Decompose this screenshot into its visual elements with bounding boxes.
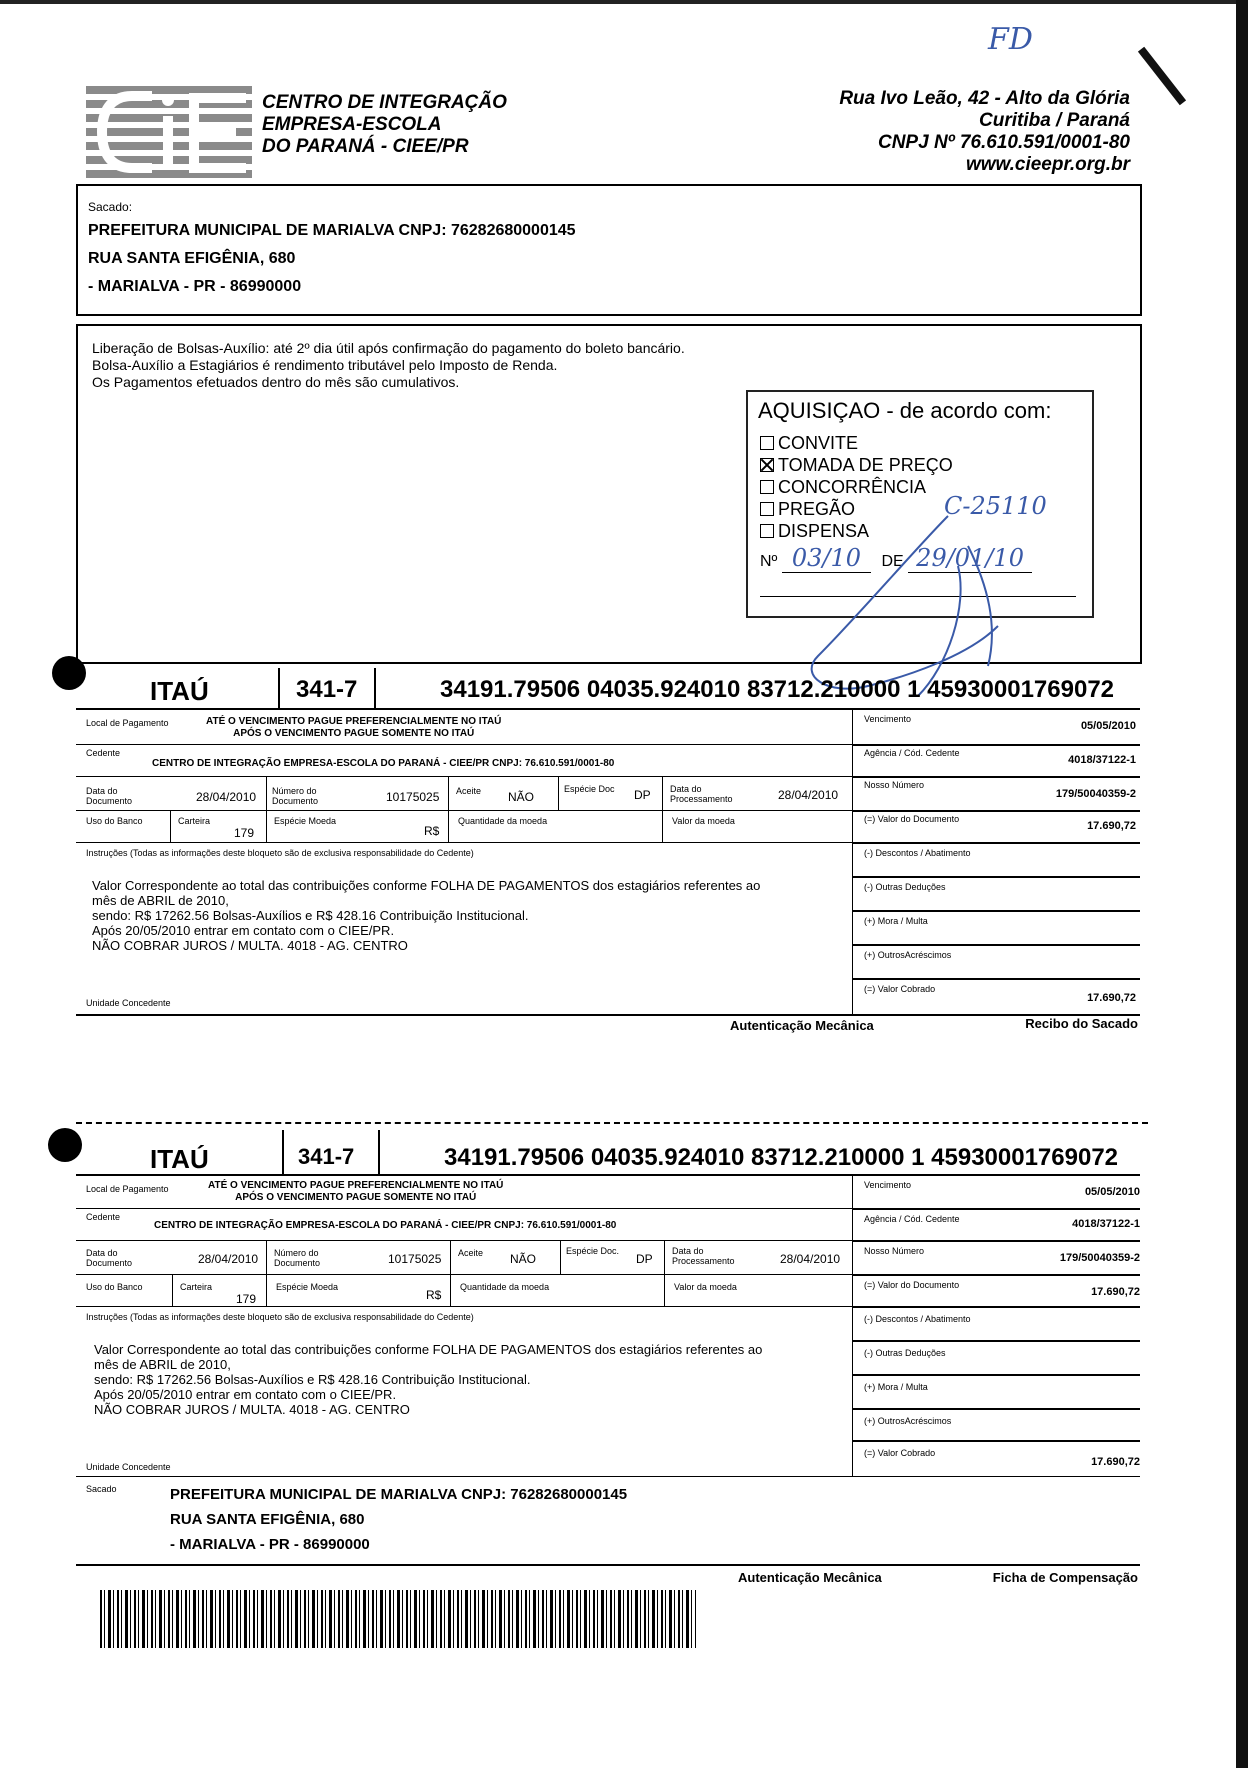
sacado-city: - MARIALVA - PR - 86990000 xyxy=(88,278,302,295)
numero-label: Nº xyxy=(760,553,778,570)
agencia-value: 4018/37122-1 xyxy=(1072,1218,1140,1230)
valor-moeda-label: Valor da moeda xyxy=(672,816,735,826)
descontos-label: (-) Descontos / Abatimento xyxy=(864,848,971,858)
carteira-value: 179 xyxy=(236,1292,257,1306)
instrucao-line: Valor Correspondente ao total das contribuições conforme FOLHA DE PAGAMENTOS dos estagiários referentes ao xyxy=(94,1342,763,1357)
instrucoes-label: Instruções (Todas as informações deste bloqueto são de exclusiva responsabilidade do Cedente) xyxy=(86,848,474,858)
ficha-sacado xyxy=(170,1482,627,1557)
handwritten-note: FD xyxy=(988,22,1033,57)
local-pagamento-label: Local de Pagamento xyxy=(86,1184,169,1194)
address-line: Rua Ivo Leão, 42 - Alto da Glória xyxy=(839,88,1130,109)
valor-cobrado-label: (=) Valor Cobrado xyxy=(864,1448,936,1458)
data-processamento-label: Data do Processamento xyxy=(672,1246,735,1266)
data-processamento-label: Data do Processamento xyxy=(670,784,733,804)
stamp-option-convite xyxy=(760,432,953,454)
nosso-numero-label: Nosso Número xyxy=(864,1246,925,1256)
info-text xyxy=(92,340,685,391)
outros-acrescimos-label: (+) OutrosAcréscimos xyxy=(864,950,952,960)
cedente-value: CENTRO DE INTEGRAÇÃO EMPRESA-ESCOLA DO PARANÁ - CIEE/PR CNPJ: 76.610.591/0001-80 xyxy=(152,758,615,769)
unidade-concedente-label: Unidade Concedente xyxy=(86,998,171,1008)
bank-code: 341-7 xyxy=(298,1144,355,1169)
aceite-value: NÃO xyxy=(508,790,535,804)
checked-checkbox-icon xyxy=(760,458,774,472)
info-box xyxy=(76,324,1142,664)
outras-deducoes-label: (-) Outras Deduções xyxy=(864,1348,946,1358)
instrucao-line: sendo: R$ 17262.56 Bolsas-Auxílios e R$ 428.16 Contribuição Institucional. xyxy=(92,908,529,923)
company-name-line: EMPRESA-ESCOLA xyxy=(262,114,442,135)
especie-moeda-value: R$ xyxy=(426,1288,442,1302)
bank-code: 341-7 xyxy=(296,676,358,703)
company-name-line: DO PARANÁ - CIEE/PR xyxy=(262,136,469,157)
cedente-label: Cedente xyxy=(86,748,121,758)
recibo-sacado-section xyxy=(0,666,1248,1046)
instrucao-line: sendo: R$ 17262.56 Bolsas-Auxílios e R$ 428.16 Contribuição Institucional. xyxy=(94,1372,531,1387)
nosso-numero-value: 179/50040359-2 xyxy=(1055,788,1136,800)
aceite-label: Aceite xyxy=(456,786,482,796)
instrucao-line: Após 20/05/2010 entrar em contato com o CIEE/PR. xyxy=(94,1387,397,1402)
instrucao-line: Após 20/05/2010 entrar em contato com o CIEE/PR. xyxy=(92,923,395,938)
agencia-value: 4018/37122-1 xyxy=(1068,754,1136,766)
quantidade-moeda-label: Quantidade da moeda xyxy=(460,1282,550,1292)
checkbox-icon xyxy=(760,480,774,494)
option-label: CONVITE xyxy=(778,433,859,453)
sacado-box xyxy=(76,184,1142,316)
numero-documento-value: 10175025 xyxy=(386,790,440,804)
ficha-title: Ficha de Compensação xyxy=(992,1570,1138,1585)
info-line: Os Pagamentos efetuados dentro do mês são cumulativos. xyxy=(92,374,460,390)
valor-documento-label: (=) Valor do Documento xyxy=(864,1280,960,1290)
especie-moeda-label: Espécie Moeda xyxy=(274,816,337,826)
info-line: Liberação de Bolsas-Auxílio: até 2º dia útil após confirmação do pagamento do boleto bancário. xyxy=(92,340,685,356)
local-pagamento-line: APÓS O VENCIMENTO PAGUE SOMENTE NO ITAÚ xyxy=(235,1192,477,1203)
agencia-label: Agência / Cód. Cedente xyxy=(864,1214,960,1224)
instrucao-line: mês de ABRIL de 2010, xyxy=(94,1357,231,1372)
sacado-street: RUA SANTA EFIGÊNIA, 680 xyxy=(88,250,296,267)
company-address xyxy=(839,88,1130,176)
carteira-value: 179 xyxy=(234,826,255,840)
pen-mark xyxy=(1138,47,1186,106)
unidade-concedente-label: Unidade Concedente xyxy=(86,1462,171,1472)
option-label: DISPENSA xyxy=(778,521,870,541)
valor-cobrado-value: 17.690,72 xyxy=(1091,1456,1140,1468)
local-pagamento-line: APÓS O VENCIMENTO PAGUE SOMENTE NO ITAÚ xyxy=(233,728,475,739)
data-documento-label: Data do Documento xyxy=(86,786,133,806)
uso-banco-label: Uso do Banco xyxy=(86,1282,143,1292)
linha-digitavel: 34191.79506 04035.924010 83712.210000 1 45930001769072 xyxy=(440,676,1115,703)
data-processamento-value: 28/04/2010 xyxy=(778,788,839,802)
especie-doc-label: Espécie Doc xyxy=(564,784,615,794)
instrucao-line: NÃO COBRAR JUROS / MULTA. 4018 - AG. CENTRO xyxy=(92,938,408,953)
vencimento-value: 05/05/2010 xyxy=(1080,720,1136,732)
agencia-label: Agência / Cód. Cedente xyxy=(864,748,960,758)
ficha-autenticacao: Autenticação Mecânica xyxy=(738,1570,882,1585)
outras-deducoes-label: (-) Outras Deduções xyxy=(864,882,946,892)
outros-acrescimos-label: (+) OutrosAcréscimos xyxy=(864,1416,952,1426)
local-pagamento-line: ATÉ O VENCIMENTO PAGUE PREFERENCIALMENTE NO ITAÚ xyxy=(208,1180,504,1191)
especie-doc-value: DP xyxy=(634,788,651,802)
valor-cobrado-value: 17.690,72 xyxy=(1087,992,1136,1004)
de-label: DE xyxy=(881,553,904,570)
nosso-numero-label: Nosso Número xyxy=(864,780,925,790)
cut-line xyxy=(76,1122,1148,1124)
numero-documento-label: Número do Documento xyxy=(274,1248,321,1268)
numero-value: 03/10 xyxy=(782,544,871,573)
payment-barcode xyxy=(100,1590,696,1648)
recibo-title: Recibo do Sacado xyxy=(1025,1016,1138,1031)
address-line: CNPJ Nº 76.610.591/0001-80 xyxy=(877,132,1130,153)
carteira-label: Carteira xyxy=(180,1282,213,1292)
option-label: TOMADA DE PREÇO xyxy=(778,455,953,475)
date-value: 29/01/10 xyxy=(908,544,1032,573)
data-processamento-value: 28/04/2010 xyxy=(780,1252,841,1266)
quantidade-moeda-label: Quantidade da moeda xyxy=(458,816,548,826)
ficha-compensacao-section xyxy=(0,1130,1248,1650)
cedente-value: CENTRO DE INTEGRAÇÃO EMPRESA-ESCOLA DO PARANÁ - CIEE/PR CNPJ: 76.610.591/0001-80 xyxy=(154,1220,617,1231)
especie-doc-label: Espécie Doc. xyxy=(566,1246,620,1256)
ficha-sacado-line: RUA SANTA EFIGÊNIA, 680 xyxy=(170,1511,365,1528)
valor-documento-label: (=) Valor do Documento xyxy=(864,814,960,824)
vencimento-label: Vencimento xyxy=(864,714,912,724)
especie-moeda-label: Espécie Moeda xyxy=(276,1282,339,1292)
sacado-name: PREFEITURA MUNICIPAL DE MARIALVA CNPJ: 76282680000145 xyxy=(88,222,576,239)
data-documento-value: 28/04/2010 xyxy=(198,1252,259,1266)
ficha-sacado-line: - MARIALVA - PR - 86990000 xyxy=(170,1536,370,1553)
aceite-label: Aceite xyxy=(458,1248,484,1258)
company-website: www.cieepr.org.br xyxy=(965,154,1130,175)
data-documento-label: Data do Documento xyxy=(86,1248,133,1268)
checkbox-icon xyxy=(760,436,774,450)
instrucao-line: Valor Correspondente ao total das contribuições conforme FOLHA DE PAGAMENTOS dos estagiários referentes ao xyxy=(92,878,761,893)
ficha-sacado-label: Sacado xyxy=(86,1484,117,1494)
option-label: PREGÃO xyxy=(778,499,856,519)
ciee-logo xyxy=(86,86,252,180)
info-line: Bolsa-Auxílio a Estagiários é rendimento tributável pelo Imposto de Renda. xyxy=(92,357,558,373)
linha-digitavel: 34191.79506 04035.924010 83712.210000 1 45930001769072 xyxy=(444,1144,1119,1171)
carteira-label: Carteira xyxy=(178,816,211,826)
sacado-label: Sacado: xyxy=(88,200,133,214)
instrucao-line: mês de ABRIL de 2010, xyxy=(92,893,229,908)
stamp-option-tomada xyxy=(760,454,953,476)
numero-documento-value: 10175025 xyxy=(388,1252,442,1266)
stamp-handwritten-code: C-25110 xyxy=(944,492,1047,520)
ficha-sacado-line: PREFEITURA MUNICIPAL DE MARIALVA CNPJ: 76282680000145 xyxy=(170,1486,628,1503)
local-pagamento-text xyxy=(208,1180,503,1204)
company-name-line: CENTRO DE INTEGRAÇÃO xyxy=(262,92,507,113)
stamp-title: AQUISIÇAO - de acordo com: xyxy=(758,398,1052,423)
valor-documento-value: 17.690,72 xyxy=(1087,820,1136,832)
mora-label: (+) Mora / Multa xyxy=(864,916,928,926)
vencimento-value: 05/05/2010 xyxy=(1084,1186,1140,1198)
uso-banco-label: Uso do Banco xyxy=(86,816,143,826)
numero-documento-label: Número do Documento xyxy=(272,786,319,806)
company-name xyxy=(262,92,507,158)
descontos-label: (-) Descontos / Abatimento xyxy=(864,1314,971,1324)
page-edge-top xyxy=(0,0,1248,4)
checkbox-icon xyxy=(760,524,774,538)
valor-documento-value: 17.690,72 xyxy=(1091,1286,1140,1298)
especie-doc-value: DP xyxy=(636,1252,653,1266)
instrucoes-text xyxy=(92,878,760,953)
bank-name: ITAÚ xyxy=(150,676,209,706)
local-pagamento-label: Local de Pagamento xyxy=(86,718,169,728)
option-label: CONCORRÊNCIA xyxy=(778,477,927,497)
valor-cobrado-label: (=) Valor Cobrado xyxy=(864,984,936,994)
address-line: Curitiba / Paraná xyxy=(979,110,1130,131)
especie-moeda-value: R$ xyxy=(424,824,440,838)
instrucao-line: NÃO COBRAR JUROS / MULTA. 4018 - AG. CENTRO xyxy=(94,1402,410,1417)
nosso-numero-value: 179/50040359-2 xyxy=(1059,1252,1140,1264)
local-pagamento-line: ATÉ O VENCIMENTO PAGUE PREFERENCIALMENTE NO ITAÚ xyxy=(206,716,502,727)
vencimento-label: Vencimento xyxy=(864,1180,912,1190)
instrucoes-label: Instruções (Todas as informações deste bloqueto são de exclusiva responsabilidade do Cedente) xyxy=(86,1312,474,1322)
stamp-option-concorrencia xyxy=(760,476,953,498)
data-documento-value: 28/04/2010 xyxy=(196,790,257,804)
aceite-value: NÃO xyxy=(510,1252,537,1266)
valor-moeda-label: Valor da moeda xyxy=(674,1282,737,1292)
bank-name: ITAÚ xyxy=(150,1144,209,1174)
local-pagamento-text xyxy=(206,716,501,740)
autenticacao-mecanica: Autenticação Mecânica xyxy=(730,1018,874,1033)
cedente-label: Cedente xyxy=(86,1212,121,1222)
mora-label: (+) Mora / Multa xyxy=(864,1382,928,1392)
instrucoes-text xyxy=(94,1342,762,1417)
checkbox-icon xyxy=(760,502,774,516)
